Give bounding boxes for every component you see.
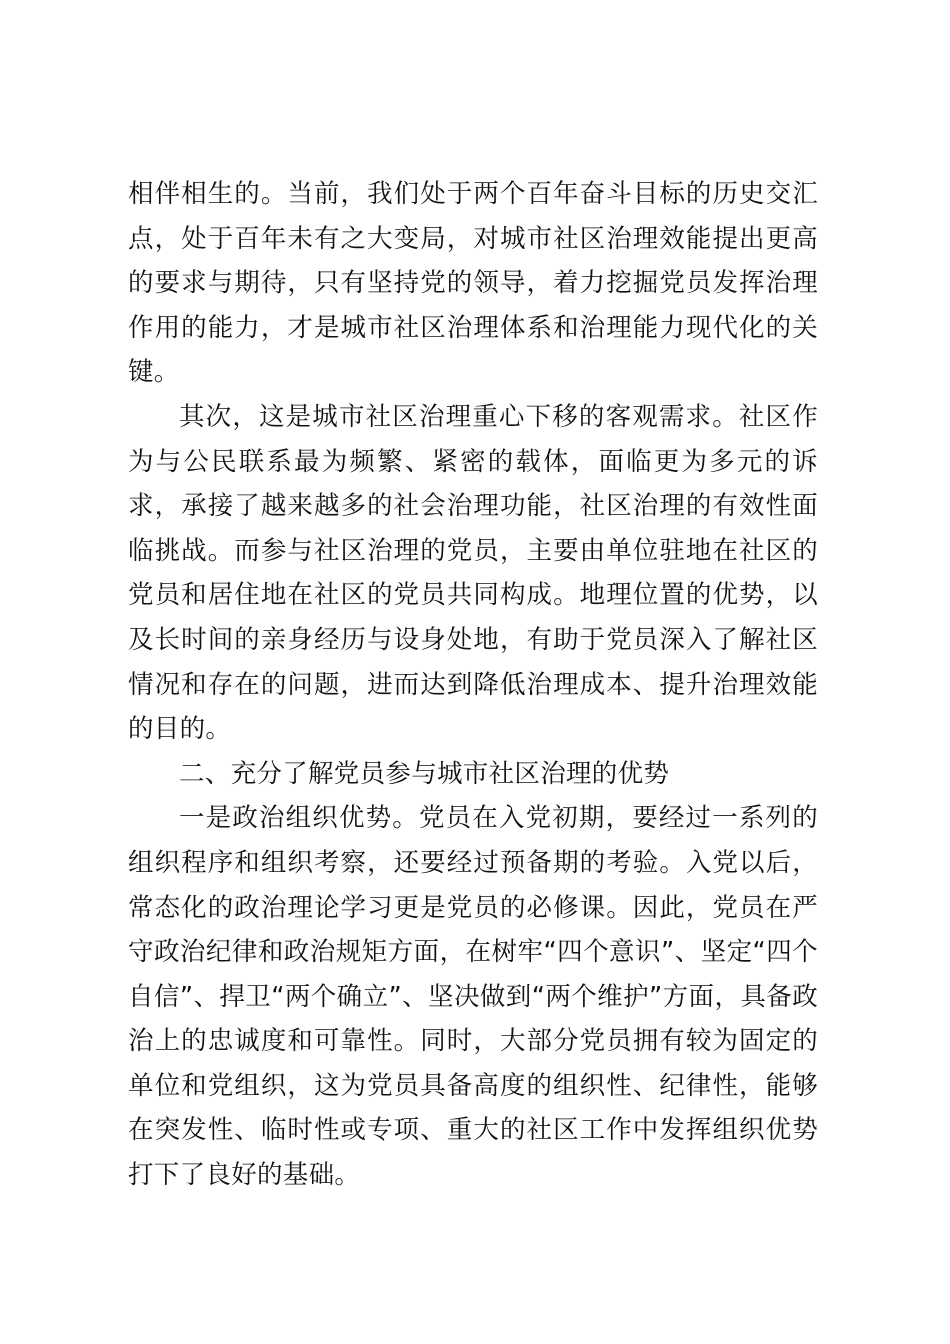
paragraph-political-advantage: 一是政治组织优势。党员在入党初期，要经过一系列的组织程序和组织考察，还要经过预备期的考验。入党以后，常态化的政治理论学习更是党员的必修课。因此，党员在严守政治纪律和政治规矩方面，在树牢“四个意识”、坚定“四个自信”、捍卫“两个确立”、坚决做到“两个维护”方面，具备政治上的忠诚度和可靠性。同时，大部分党员拥有较为固定的单位和党组织，这为党员具备高度的组织性、纪律性，能够在突发性、临时性或专项、重大的社区工作中发挥组织优势打下了良好的基础。 [128, 803, 818, 1191]
paragraph-continuation: 相伴相生的。当前，我们处于两个百年奋斗目标的历史交汇点，处于百年未有之大变局，对城市社区治理效能提出更高的要求与期待，只有坚持党的领导，着力挖掘党员发挥治理作用的能力，才是城市社区治理体系和治理能力现代化的关键。 [128, 179, 818, 388]
paragraph-second-reason: 其次，这是城市社区治理重心下移的客观需求。社区作为与公民联系最为频繁、紧密的载体，面临更为多元的诉求，承接了越来越多的社会治理功能，社区治理的有效性面临挑战。而参与社区治理的党员，主要由单位驻地在社区的党员和居住地在社区的党员共同构成。地理位置的优势，以及长时间的亲身经历与设身处地，有助于党员深入了解社区情况和存在的问题，进而达到降低治理成本、提升治理效能的目的。 [128, 401, 818, 745]
document-body [128, 172, 818, 1198]
section-heading: 二、充分了解党员参与城市社区治理的优势 [179, 758, 670, 789]
